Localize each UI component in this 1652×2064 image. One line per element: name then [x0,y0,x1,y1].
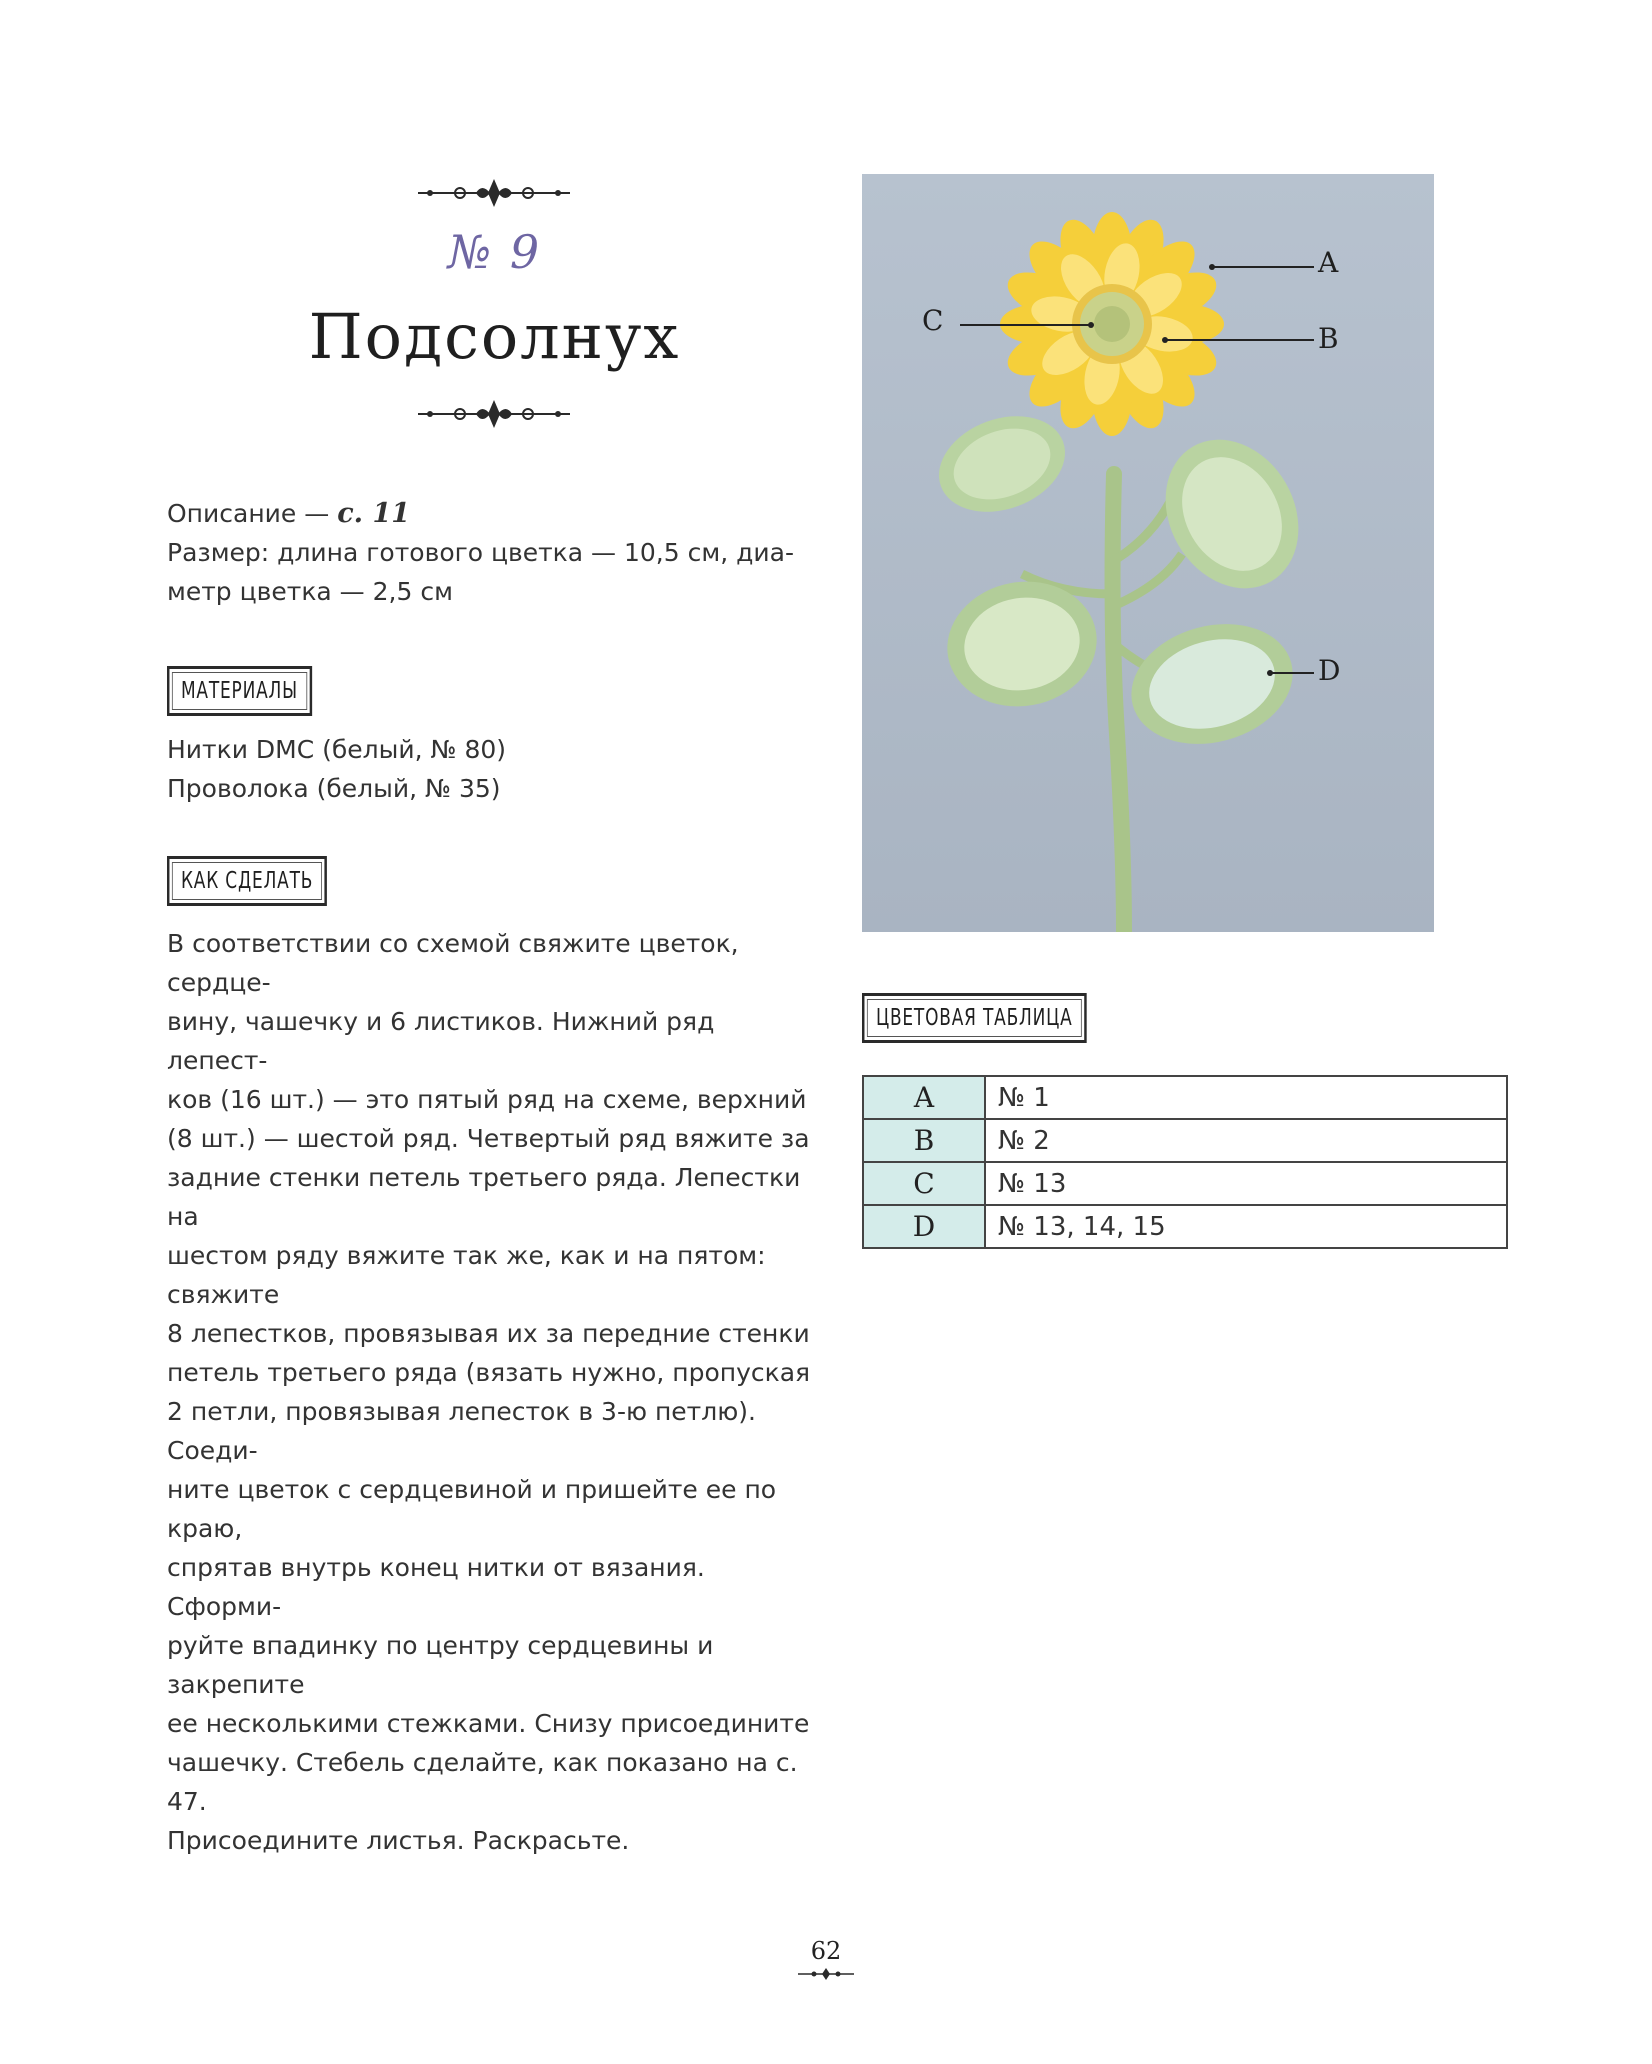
table-row [863,1162,1507,1205]
table-row [863,1205,1507,1248]
color-value: № 1 [985,1076,1507,1119]
table-row [863,1076,1507,1119]
howto-text [167,924,812,1860]
callout-c-label: C [922,304,944,337]
howto-line: вину, чашечку и 6 листиков. Нижний ряд лепест- [167,1007,715,1075]
materials-item: Проволока (белый, № 35) [167,774,501,803]
color-value: № 13, 14, 15 [985,1205,1507,1248]
description-prefix: Описание — [167,499,338,528]
howto-line: В соответствии со схемой свяжите цветок, сердце- [167,929,739,997]
callout-b-line [1165,339,1314,341]
materials-heading: МАТЕРИАЛЫ [167,666,312,716]
howto-line: 8 лепестков, провязывая их за передние стенки [167,1319,810,1348]
page-title: Подсолнух [308,300,681,373]
color-value: № 2 [985,1119,1507,1162]
description-page-ref: с. 11 [337,498,411,529]
page-number: 62 [810,1937,842,1965]
title-bottom-ornament [414,396,574,432]
callout-d-line [1270,672,1314,674]
color-table [862,1075,1508,1249]
callout-a-line [1212,266,1314,268]
callout-d-label: D [1318,654,1341,687]
sunflower-illustration [862,174,1434,932]
callout-c-dot [1088,322,1094,328]
howto-heading: КАК СДЕЛАТЬ [167,856,327,906]
description-block [167,494,817,611]
footer-ornament [796,1966,856,1982]
howto-line: задние стенки петель третьего ряда. Лепестки на [167,1163,801,1231]
color-key: B [863,1119,985,1162]
size-line-1: Размер: длина готового цветка — 10,5 см, диа- [167,538,794,567]
sunflower-photo [862,174,1434,932]
color-key: D [863,1205,985,1248]
pattern-number: № 9 [447,225,542,279]
howto-line: ков (16 шт.) — это пятый ряд на схеме, верхний [167,1085,807,1114]
howto-line: 2 петли, провязывая лепесток в 3-ю петлю). Соеди- [167,1397,756,1465]
color-table-heading: ЦВЕТОВАЯ ТАБЛИЦА [862,993,1087,1043]
howto-line: Присоедините листья. Раскрасьте. [167,1826,630,1855]
table-row [863,1119,1507,1162]
color-key: A [863,1076,985,1119]
howto-line: чашечку. Стебель сделайте, как показано на с. 47. [167,1748,798,1816]
materials-item: Нитки DMC (белый, № 80) [167,735,507,764]
size-line-2: метр цветка — 2,5 см [167,577,453,606]
callout-b-label: B [1318,322,1339,355]
howto-line: руйте впадинку по центру сердцевины и закрепите [167,1631,714,1699]
howto-line: ее несколькими стежками. Снизу присоедините [167,1709,810,1738]
howto-line: шестом ряду вяжите так же, как и на пятом: свяжите [167,1241,766,1309]
howto-line: спрятав внутрь конец нитки от вязания. Сформи- [167,1553,705,1621]
howto-line: (8 шт.) — шестой ряд. Четвертый ряд вяжите за [167,1124,810,1153]
callout-c-line [960,324,1090,326]
howto-line: петель третьего ряда (вязать нужно, пропуская [167,1358,811,1387]
callout-a-label: A [1318,246,1339,279]
description-line [167,494,817,533]
top-ornament [414,175,574,211]
howto-line: ните цветок с сердцевиной и пришейте ее по краю, [167,1475,777,1543]
color-value: № 13 [985,1162,1507,1205]
color-key: C [863,1162,985,1205]
materials-list [167,730,817,808]
